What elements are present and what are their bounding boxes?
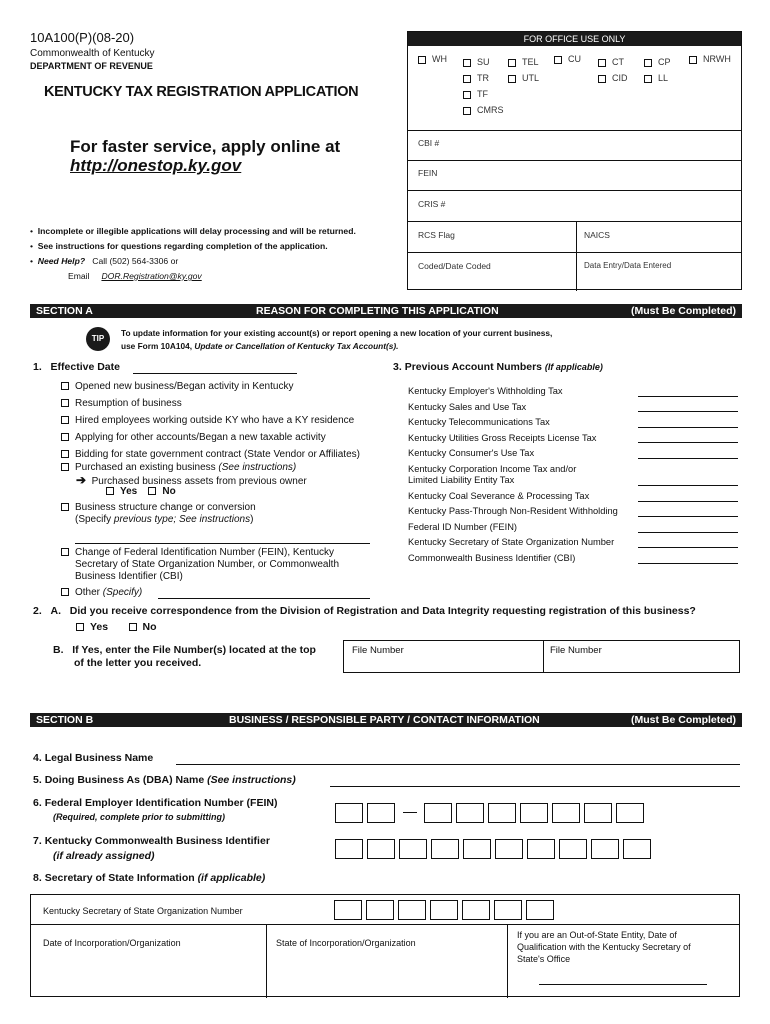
instructions-list — [30, 224, 356, 284]
code-cp[interactable]: CP — [644, 54, 671, 70]
legal-name-input[interactable] — [176, 764, 740, 765]
purchased-yes[interactable]: Yes — [106, 486, 137, 497]
coal-input[interactable] — [638, 501, 738, 502]
file-number-2[interactable]: File Number — [550, 645, 602, 656]
telecom-input[interactable] — [638, 427, 738, 428]
page-title: KENTUCKY TAX REGISTRATION APPLICATION — [44, 84, 359, 100]
purchased-yes-no — [106, 486, 176, 497]
email-row: Email DOR.Registration@ky.gov — [68, 271, 202, 281]
other-input[interactable] — [158, 598, 370, 599]
tip-icon: TIP — [86, 327, 110, 351]
reason-other[interactable]: Other (Specify) — [61, 587, 142, 598]
code-utl[interactable]: UTL — [508, 70, 539, 86]
reason-opened[interactable]: Opened new business/Began activity in Kentucky — [61, 378, 360, 395]
reason-purchased[interactable]: Purchased an existing business (See instructions) — [61, 462, 296, 474]
q2a-no[interactable]: No — [129, 621, 157, 633]
dba-input[interactable] — [330, 786, 740, 787]
reasons-list — [61, 378, 360, 463]
q3-label: 3. Previous Account Numbers (If applicable) — [393, 361, 603, 373]
office-cris: CRIS # — [418, 199, 446, 209]
effective-date-input[interactable] — [133, 373, 297, 374]
date-inc-label[interactable]: Date of Incorporation/Organization — [43, 938, 181, 948]
file-number-boxes — [343, 640, 740, 673]
fein-input[interactable] — [638, 532, 738, 533]
office-cbi: CBI # — [418, 138, 440, 148]
code-cu[interactable]: CU — [554, 54, 581, 64]
reason-bidding[interactable]: Bidding for state government contract (State Vendor or Affiliates) — [61, 446, 360, 463]
account-sos: Kentucky Secretary of State Organization Number — [408, 537, 615, 547]
state-inc-label[interactable]: State of Incorporation/Organization — [276, 938, 416, 948]
fein-boxes-a[interactable] — [335, 803, 395, 823]
cbi-boxes[interactable] — [335, 839, 651, 859]
arrow-right-icon: ➔ — [76, 473, 87, 487]
fein-dash — [403, 812, 417, 813]
account-coal: Kentucky Coal Severance & Processing Tax — [408, 490, 590, 501]
account-cbi: Commonwealth Business Identifier (CBI) — [408, 552, 576, 563]
form-id: 10A100(P)(08-20) — [30, 30, 135, 45]
account-fein: Federal ID Number (FEIN) — [408, 521, 518, 532]
code-ll[interactable]: LL — [644, 70, 671, 86]
code-tr[interactable]: TR — [463, 70, 504, 86]
sos-info-box — [30, 894, 740, 997]
q5-label: 5. Doing Business As (DBA) Name (See instructions) — [33, 774, 296, 786]
office-coded: Coded/Date Coded — [418, 261, 491, 271]
q4-label: 4. Legal Business Name — [33, 752, 154, 764]
office-rcs: RCS Flag — [418, 230, 455, 240]
account-corporation: Kentucky Corporation Income Tax and/or Limited Liability Entity Tax — [408, 463, 577, 485]
q1-label: 1. Effective Date — [33, 361, 120, 373]
account-sales: Kentucky Sales and Use Tax — [408, 401, 527, 412]
reason-structure[interactable]: Business structure change or conversion (Specify previous type; See instructions) — [61, 502, 256, 526]
q6-label: 6. Federal Employer Identification Number (FEIN) — [33, 797, 278, 809]
online-text: For faster service, apply online at — [70, 137, 341, 156]
code-tf[interactable]: TF — [463, 86, 504, 102]
reason-hired[interactable]: Hired employees working outside KY who have a KY residence — [61, 412, 360, 429]
q2a-yes[interactable]: Yes — [76, 621, 108, 633]
code-cmrs[interactable]: CMRS — [463, 102, 504, 118]
office-use-box — [407, 31, 742, 290]
corporation-input[interactable] — [638, 485, 738, 486]
reason-resumption[interactable]: Resumption of business — [61, 395, 360, 412]
sos-input[interactable] — [638, 547, 738, 548]
code-ct[interactable]: CT — [598, 54, 628, 70]
fein-boxes-b[interactable] — [424, 803, 644, 823]
oos-date-input[interactable] — [539, 984, 707, 985]
structure-input[interactable] — [75, 543, 370, 544]
utilities-input[interactable] — [638, 442, 738, 443]
purchased-no[interactable]: No — [148, 486, 175, 497]
account-consumer: Kentucky Consumer's Use Tax — [408, 448, 535, 458]
reason-fein-change[interactable]: Change of Federal Identification Number (FEIN), Kentucky Secretary of State Organization Number, or Commonwealth Business Identifier (CBI) — [61, 547, 339, 583]
code-wh[interactable]: WH — [418, 54, 447, 64]
bullet-instructions: • See instructions for questions regarding completion of the application. — [30, 241, 328, 251]
online-url-link[interactable]: http://onestop.ky.gov — [70, 156, 242, 175]
sos-number-boxes[interactable] — [334, 900, 554, 920]
purchased-assets-row: ➔ Purchased business assets from previous owner — [76, 473, 307, 487]
account-utilities: Kentucky Utilities Gross Receipts License Tax — [408, 432, 597, 443]
q6-note: (Required, complete prior to submitting) — [53, 812, 226, 822]
bullet-help: • Need Help? Call (502) 564-3306 or — [30, 256, 179, 266]
code-nrwh[interactable]: NRWH — [689, 54, 731, 64]
code-cid[interactable]: CID — [598, 70, 628, 86]
office-fein: FEIN — [418, 168, 438, 178]
q2b-text: B. If Yes, enter the File Number(s) located at the top of the letter you received. — [53, 644, 316, 669]
section-a-header: SECTION A REASON FOR COMPLETING THIS APPLICATION (Must Be Completed) — [30, 304, 742, 318]
withholding-input[interactable] — [638, 396, 738, 397]
office-entered: Data Entry/Data Entered — [584, 261, 672, 270]
q2a-text: 2. A. Did you receive correspondence from the Division of Registration and Data Integrity requesting registration of this business? — [33, 605, 696, 617]
account-pass-through: Kentucky Pass-Through Non-Resident Withholding — [408, 506, 618, 516]
department-text: DEPARTMENT OF REVENUE — [30, 61, 153, 71]
office-use-title: FOR OFFICE USE ONLY — [408, 32, 741, 46]
office-naics: NAICS — [584, 230, 610, 240]
sales-input[interactable] — [638, 411, 738, 412]
q8-label: 8. Secretary of State Information (if applicable) — [33, 872, 266, 884]
account-withholding: Kentucky Employer's Withholding Tax — [408, 386, 563, 396]
cbi-input[interactable] — [638, 563, 738, 564]
tip-text: To update information for your existing account(s) or report opening a new location of your current business, use Form 10A104, Update or Cancellation of Kentucky Tax Account(s). — [121, 328, 553, 351]
account-telecom: Kentucky Telecommunications Tax — [408, 417, 550, 427]
code-su[interactable]: SU — [463, 54, 504, 70]
reason-applying[interactable]: Applying for other accounts/Began a new taxable activity — [61, 429, 360, 446]
code-tel[interactable]: TEL — [508, 54, 539, 70]
q7-label: 7. Kentucky Commonwealth Business Identifier (if already assigned) — [33, 835, 270, 862]
sos-number-label: Kentucky Secretary of State Organization Number — [43, 906, 243, 916]
email-link[interactable]: DOR.Registration@ky.gov — [101, 271, 202, 281]
file-number-1[interactable]: File Number — [352, 645, 404, 656]
commonwealth-text: Commonwealth of Kentucky — [30, 48, 155, 59]
consumer-input[interactable] — [638, 458, 738, 459]
pass-through-input[interactable] — [638, 516, 738, 517]
bullet-incomplete: • Incomplete or illegible applications will delay processing and will be returned. — [30, 226, 356, 236]
q2a-yes-no — [76, 621, 157, 633]
oos-label: If you are an Out-of-State Entity, Date of Qualification with the Kentucky Secretary of State's Office — [517, 930, 691, 964]
office-codes — [408, 46, 741, 130]
section-b-header: SECTION B BUSINESS / RESPONSIBLE PARTY / CONTACT INFORMATION (Must Be Completed) — [30, 713, 742, 727]
